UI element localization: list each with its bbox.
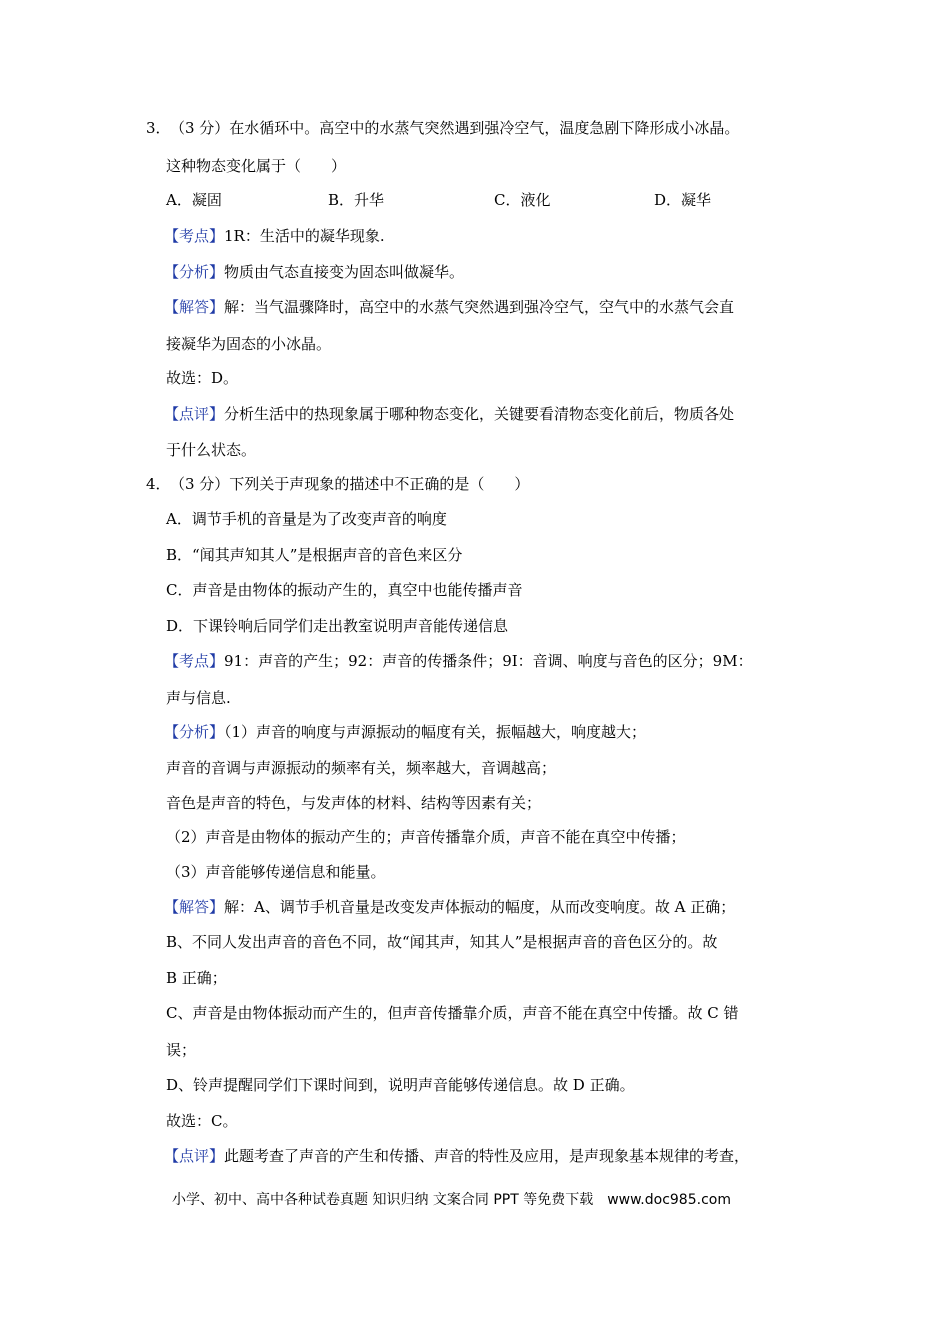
q4-jieda-line4: C、声音是由物体振动而产生的，但声音传播靠介质，声音不能在真空中传播。故 C 错: [166, 1004, 739, 1022]
dianping-text: 此题考查了声音的产生和传播、声音的特性及应用，是声现象基本规律的考查，: [224, 1147, 750, 1165]
q3-option-b: B．升华: [328, 191, 385, 209]
dianping-text: 分析生活中的热现象属于哪种物态变化，关键要看清物态变化前后，物质各处: [224, 405, 735, 423]
kaodian-text: 91：声音的产生；92：声音的传播条件；9I：音调、响度与音色的区分；9M：: [224, 652, 753, 670]
q3-option-a: A．凝固: [166, 191, 222, 209]
dianping-tag: 【点评】: [164, 405, 225, 423]
q4-fenxi-line1: [164, 722, 646, 742]
kaodian-tag: 【考点】: [164, 652, 225, 670]
q3-number: 3．: [146, 119, 171, 137]
kaodian-text: 1R：生活中的凝华现象.: [224, 227, 385, 245]
q3-dianping-line2: 于什么状态。: [166, 441, 257, 459]
jieda-text: 解：A、调节手机音量是改变发声体振动的幅度，从而改变响度。故 A 正确；: [224, 898, 736, 916]
q4-answer: 故选：C。: [166, 1112, 238, 1130]
q3-jieda-line1: [164, 297, 734, 317]
q3-dianping-line1: [164, 404, 734, 424]
q4-option-b: B．“闻其声知其人”是根据声音的音色来区分: [166, 546, 463, 564]
jieda-tag: 【解答】: [164, 298, 225, 316]
dianping-tag: 【点评】: [164, 1147, 225, 1165]
q4-option-c: C．声音是由物体的振动产生的，真空中也能传播声音: [166, 581, 523, 599]
q3-option-c: C．液化: [494, 191, 551, 209]
jieda-text: 解：当气温骤降时，高空中的水蒸气突然遇到强冷空气，空气中的水蒸气会直: [224, 298, 735, 316]
q4-jieda-line5: 误；: [166, 1041, 197, 1059]
q4-fenxi-line5: （3）声音能够传递信息和能量。: [166, 863, 386, 881]
q4-option-a: A．调节手机的音量是为了改变声音的响度: [166, 510, 447, 528]
q4-kaodian-line1: [164, 651, 753, 671]
q3-answer: 故选：D。: [166, 369, 239, 387]
q3-fenxi: [164, 262, 464, 282]
q4-kaodian-line2: 声与信息.: [166, 689, 231, 707]
fenxi-tag: 【分析】: [164, 263, 225, 281]
q3-stem-line1: （3 分）在水循环中。高空中的水蒸气突然遇到强冷空气，温度急剧下降形成小冰晶。: [170, 119, 740, 137]
kaodian-tag: 【考点】: [164, 227, 225, 245]
page-footer: 小学、初中、高中各种试卷真题 知识归纳 文案合同 PPT 等免费下载 www.doc985.com: [172, 1192, 731, 1208]
q4-fenxi-line3: 音色是声音的特色，与发声体的材料、结构等因素有关；: [166, 794, 542, 812]
q4-jieda-line2: B、不同人发出声音的音色不同，故“闻其声，知其人”是根据声音的音色区分的。故: [166, 933, 718, 951]
q3-option-d: D．凝华: [654, 191, 712, 209]
q3-kaodian: [164, 226, 385, 246]
q4-fenxi-line2: 声音的音调与声源振动的频率有关，频率越大，音调越高；: [166, 759, 557, 777]
fenxi-text: 物质由气态直接变为固态叫做凝华。: [224, 263, 465, 281]
q4-jieda-line3: B 正确；: [166, 969, 227, 987]
q4-jieda-line1: [164, 897, 735, 917]
q4-stem: （3 分）下列关于声现象的描述中不正确的是（ ）: [170, 475, 530, 493]
jieda-tag: 【解答】: [164, 898, 225, 916]
q4-jieda-line6: D、铃声提醒同学们下课时间到，说明声音能够传递信息。故 D 正确。: [166, 1076, 635, 1094]
fenxi-text: （1）声音的响度与声源振动的幅度有关，振幅越大，响度越大；: [224, 723, 647, 741]
q4-dianping-line1: [164, 1146, 749, 1166]
q3-stem-line2: 这种物态变化属于（ ）: [166, 157, 347, 175]
q4-option-d: D．下课铃响后同学们走出教室说明声音能传递信息: [166, 617, 509, 635]
q4-fenxi-line4: （2）声音是由物体的振动产生的；声音传播靠介质，声音不能在真空中传播；: [166, 828, 686, 846]
fenxi-tag: 【分析】: [164, 723, 225, 741]
q4-number: 4．: [146, 475, 171, 493]
q3-jieda-line2: 接凝华为固态的小冰晶。: [166, 335, 332, 353]
